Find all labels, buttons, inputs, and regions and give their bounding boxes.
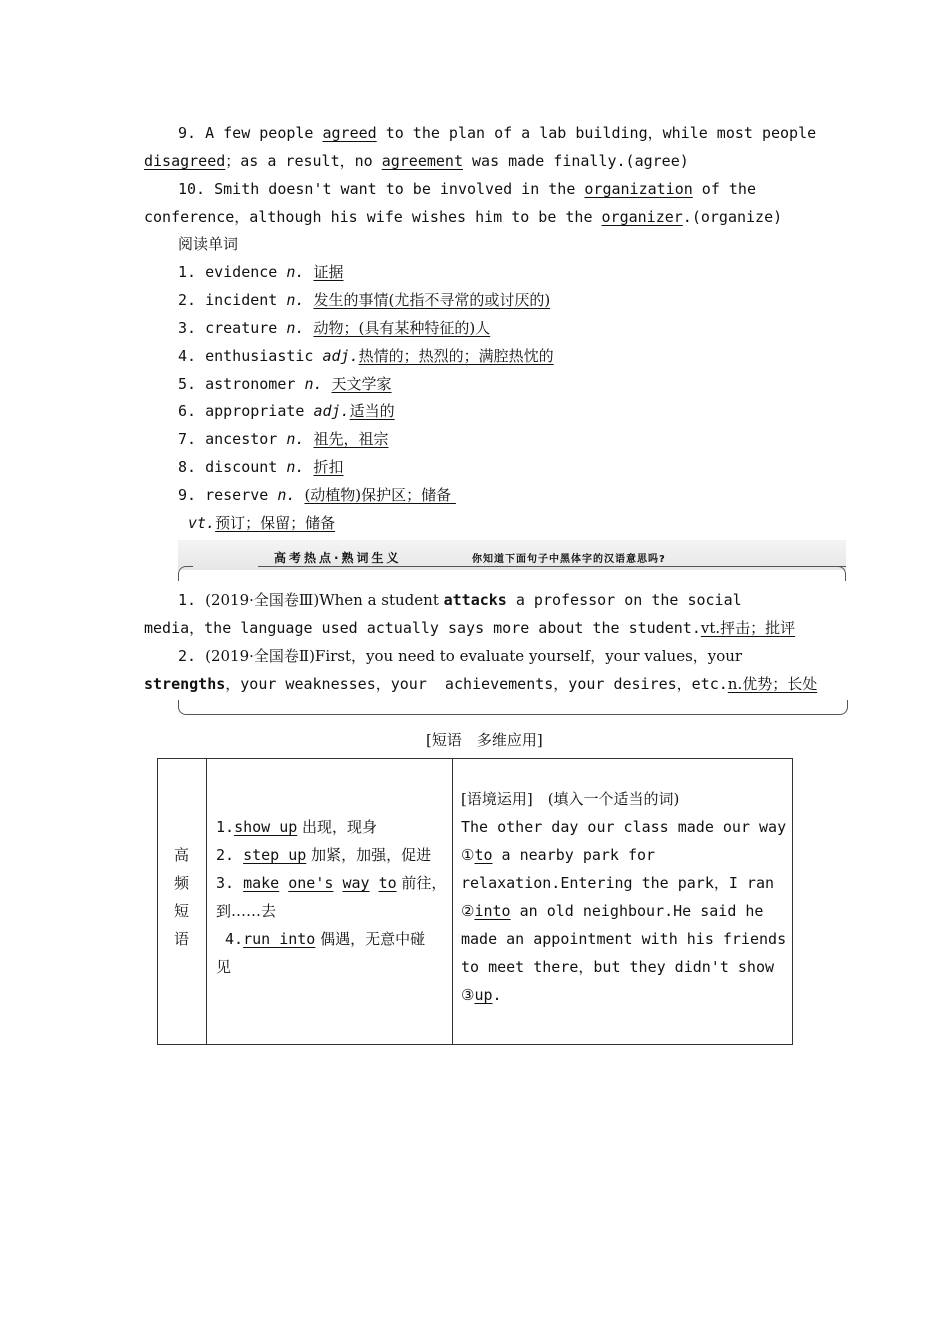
context-line: ①to a nearby park for	[461, 846, 656, 864]
answer-blank: agreement	[381, 152, 463, 170]
phrase-section-heading: [短语 多维应用]	[426, 731, 543, 749]
context-line: The other day our class made our way	[461, 818, 787, 836]
phrase-item: 1.show up 出现，现身	[216, 818, 378, 836]
context-line: ②into an old neighbour.He said he	[461, 902, 764, 920]
exercise-9-line2	[144, 151, 689, 171]
part-of-speech: adj.	[313, 402, 350, 420]
vocab-meaning: 热情的；热烈的；满腔热忱的	[358, 347, 554, 365]
sentence-text: A few people	[205, 124, 323, 142]
category-char: 语	[174, 930, 190, 948]
reading-vocab-heading: 阅读单词	[178, 235, 239, 253]
sentence-text: of the	[692, 180, 756, 198]
hot-example-2-line1: 2. (2019·全国卷Ⅱ)First，you need to evaluate yourself，your values，your	[178, 647, 743, 665]
exercise-9-line1	[178, 123, 816, 143]
answer-blank: to	[474, 846, 493, 864]
phrase-meaning-cont: 见	[216, 958, 232, 976]
answer-blank: n.优势；长处	[727, 675, 818, 693]
banner-subtitle: 你知道下面句子中黑体字的汉语意思吗?	[472, 554, 666, 565]
answer-blank: disagreed	[144, 152, 226, 170]
hot-example-1-line1: 1. (2019·全国卷Ⅲ)When a student attacks a professor on the social	[178, 591, 742, 609]
answer-blank: agreed	[322, 124, 377, 142]
vocab-word: enthusiastic	[205, 347, 314, 365]
vocab-item: 9. reserve n. (动植物)保护区；储备	[178, 486, 456, 504]
part-of-speech: n.	[286, 263, 305, 281]
table-phrases-cell	[207, 759, 453, 1045]
sentence-text: to the plan of a lab building，while most people	[376, 124, 817, 142]
phrase-table	[157, 758, 793, 1045]
context-line: to meet there，but they didn't show	[461, 958, 775, 976]
vocab-item: 6. appropriate adj.适当的	[178, 402, 395, 420]
answer-blank: vt.抨击；批评	[700, 619, 796, 637]
sentence-text: ；as a result，no	[225, 152, 382, 170]
vocab-word: ancestor	[205, 430, 278, 448]
vocab-meaning: (动植物)保护区；储备	[304, 486, 456, 504]
part-of-speech: n.	[277, 486, 296, 504]
vocab-word: appropriate	[205, 402, 305, 420]
vocab-word: incident	[205, 291, 278, 309]
table-context-cell	[453, 759, 793, 1045]
box-bottom-border	[178, 700, 848, 715]
item-number: 9.	[178, 124, 197, 142]
vocab-word: reserve	[205, 486, 269, 504]
part-of-speech: n.	[286, 319, 305, 337]
sentence-text: Smith doesn't want to be involved in the	[214, 180, 585, 198]
answer-blank: into	[474, 902, 511, 920]
vocab-item: 7. ancestor n. 祖先，祖宗	[178, 430, 389, 448]
part-of-speech: n.	[304, 375, 323, 393]
category-char: 频	[174, 874, 190, 892]
vocab-item-extra	[188, 513, 335, 533]
vocab-meaning: 预订；保留；储备	[215, 514, 336, 532]
phrase-item: 3. make one's way to 前往，	[216, 874, 447, 892]
hot-example-1-line2: media，the language used actually says more about the student.vt.抨击；批评	[144, 619, 796, 637]
vocab-meaning: 证据	[313, 263, 344, 281]
vocab-item: 8. discount n. 折扣	[178, 458, 344, 476]
context-line: ③up.	[461, 986, 502, 1004]
answer-blank: organization	[584, 180, 693, 198]
context-line: made an appointment with his friends	[461, 930, 787, 948]
context-line: relaxation.Entering the park，I ran	[461, 874, 775, 892]
vocab-word: discount	[205, 458, 278, 476]
vocab-meaning: 适当的	[349, 402, 395, 420]
vocab-meaning: 动物；(具有某种特征的)人	[313, 319, 491, 337]
bold-keyword: attacks	[443, 591, 507, 609]
vocab-item: 4. enthusiastic adj.热情的；热烈的；满腔热忱的	[178, 347, 554, 365]
vocab-item: 2. incident n. 发生的事情(尤指不寻常的或讨厌的)	[178, 291, 551, 309]
sentence-text: was made finally.(agree)	[463, 152, 689, 170]
exercise-10-line1	[178, 179, 756, 199]
table-category-cell	[158, 759, 207, 1045]
category-char: 高	[174, 846, 190, 864]
phrase-en: step up	[243, 846, 307, 864]
answer-blank: up	[474, 986, 493, 1004]
vocab-item: 1. evidence n. 证据	[178, 263, 344, 281]
box-corner	[178, 566, 193, 581]
part-of-speech: n.	[286, 458, 305, 476]
item-number: 10.	[178, 180, 206, 198]
phrase-en: show up	[234, 818, 298, 836]
part-of-speech: n.	[286, 291, 305, 309]
vocab-word: creature	[205, 319, 278, 337]
part-of-speech: vt.	[188, 514, 216, 532]
vocab-meaning: 祖先，祖宗	[313, 430, 389, 448]
phrase-item: 4.run into 偶遇，无意中碰	[216, 930, 426, 948]
sentence-text: conference，although his wife wishes him to be the	[144, 208, 602, 226]
part-of-speech: adj.	[322, 347, 359, 365]
vocab-meaning: 天文学家	[331, 375, 392, 393]
vocab-item: 3. creature n. 动物；(具有某种特征的)人	[178, 319, 491, 337]
phrase-item: 2. step up 加紧，加强，促进	[216, 846, 432, 864]
banner-rule	[258, 566, 846, 567]
sentence-text: .(organize)	[682, 208, 783, 226]
phrase-meaning-cont: 到……去	[216, 902, 277, 920]
category-char: 短	[174, 902, 190, 920]
section-banner	[178, 540, 846, 580]
vocab-meaning: 发生的事情(尤指不寻常的或讨厌的)	[313, 291, 551, 309]
answer-blank: organizer	[601, 208, 683, 226]
vocab-word: evidence	[205, 263, 278, 281]
hot-example-2-line2: strengths，your weaknesses，your achievements，your desires，etc.n.优势；长处	[144, 675, 818, 693]
part-of-speech: n.	[286, 430, 305, 448]
context-heading: [语境运用] (填入一个适当的词)	[461, 790, 680, 808]
vocab-meaning: 折扣	[313, 458, 344, 476]
exercise-10-line2	[144, 207, 782, 227]
vocab-item: 5. astronomer n. 天文学家	[178, 375, 392, 393]
vocab-word: astronomer	[205, 375, 296, 393]
box-corner	[831, 566, 846, 581]
bold-keyword: strengths	[144, 675, 226, 693]
banner-title: 高考热点·熟词生义	[274, 551, 402, 565]
phrase-en: run into	[243, 930, 316, 948]
